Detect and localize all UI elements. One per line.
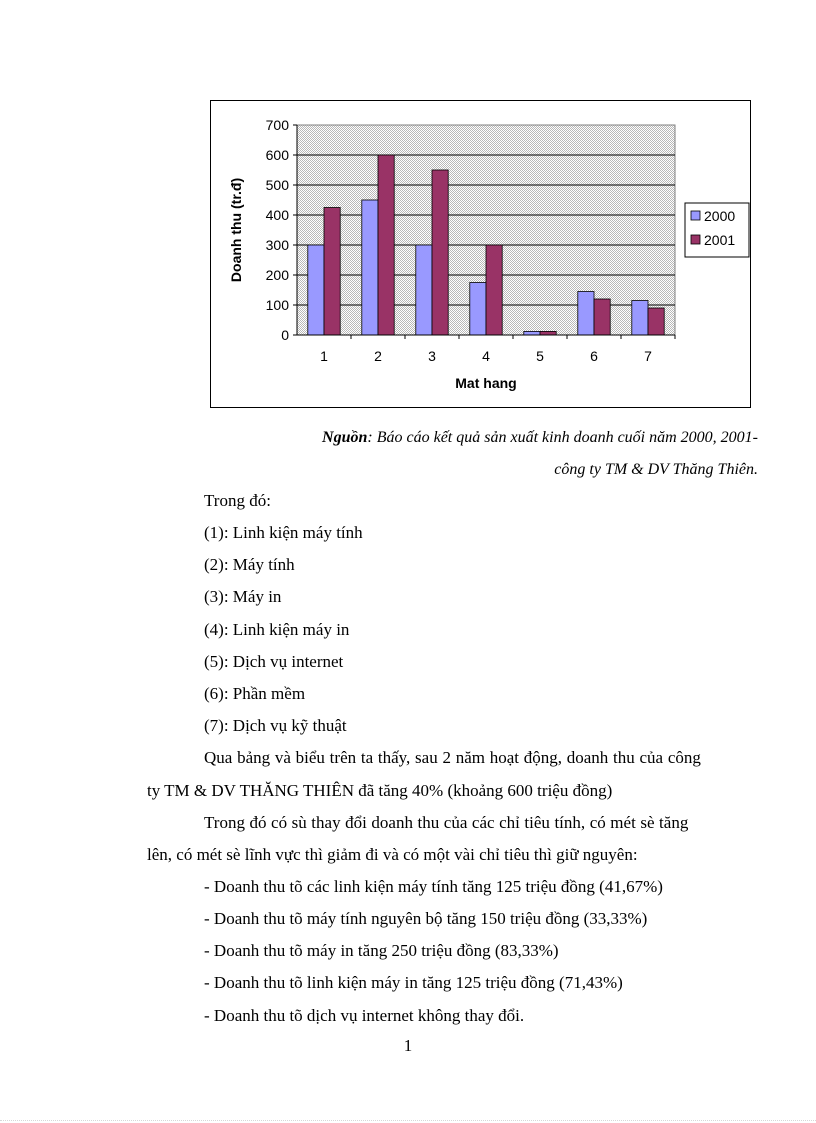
chart-svg [211, 101, 750, 407]
x-tick-label: 2 [374, 348, 382, 364]
bar-2001-5 [540, 331, 556, 335]
bar-2001-3 [432, 170, 448, 335]
list-item: (7): Dịch vụ kỹ thuật [204, 716, 347, 735]
list-item: (2): Máy tính [204, 555, 295, 574]
paragraph-1-line-2: ty TM & DV THĂNG THIÊN đã tăng 40% (khoảng 600 triệu đồng) [147, 781, 613, 800]
bar-2000-7 [632, 301, 648, 336]
bar-2001-4 [486, 245, 502, 335]
source-label: Nguồn [322, 429, 368, 446]
x-tick-label: 4 [482, 348, 490, 364]
y-tick-label: 300 [265, 237, 289, 253]
source-line-2: công ty TM & DV Thăng Thiên. [554, 461, 758, 478]
bar-2001-6 [594, 299, 610, 335]
list-item: (5): Dịch vụ internet [204, 652, 344, 671]
list-item: (3): Máy in [204, 587, 282, 606]
bar-2001-7 [648, 308, 664, 335]
legend-label-2000: 2000 [704, 208, 736, 224]
y-tick-label: 0 [281, 327, 289, 343]
paragraph-2-line-1: Trong đó có sù thay đổi doanh thu của các chỉ tiêu tính, có mét sè tăng [204, 813, 689, 832]
source-line-1 [322, 428, 758, 448]
y-tick-label: 700 [265, 117, 289, 133]
bar-2000-5 [524, 331, 540, 335]
bar-2001-1 [324, 208, 340, 336]
y-tick-label: 500 [265, 177, 289, 193]
y-axis-label: Doanh thu (tr.đ) [228, 177, 244, 283]
bar-2000-2 [362, 200, 378, 335]
x-axis-label: Mat hang [455, 375, 517, 391]
y-tick-label: 600 [265, 147, 289, 163]
legend-swatch-2001 [691, 235, 700, 244]
list-item: (4): Linh kiện máy in [204, 620, 350, 639]
list-intro: Trong đó: [204, 491, 271, 510]
list-item: (6): Phần mềm [204, 684, 306, 703]
x-tick-label: 3 [428, 348, 436, 364]
bullet-item: - Doanh thu tõ máy in tăng 250 triệu đồng (83,33%) [204, 941, 559, 960]
x-tick-label: 1 [320, 348, 328, 364]
x-tick-label: 5 [536, 348, 544, 364]
bullet-item: - Doanh thu tõ dịch vụ internet không thay đổi. [204, 1006, 525, 1025]
paragraph-1-line-1: Qua bảng và biểu trên ta thấy, sau 2 năm hoạt động, doanh thu của công [204, 748, 701, 767]
legend-label-2001: 2001 [704, 232, 736, 248]
source-text-1: : Báo cáo kết quả sản xuất kinh doanh cuối năm 2000, 2001- [367, 429, 758, 446]
y-tick-label: 100 [265, 297, 289, 313]
bar-2001-2 [378, 155, 394, 335]
page-bottom-rule [0, 1120, 816, 1121]
y-tick-label: 400 [265, 207, 289, 223]
legend-swatch-2000 [691, 211, 700, 220]
y-tick-label: 200 [265, 267, 289, 283]
chart-legend [685, 203, 749, 257]
revenue-chart [210, 100, 751, 408]
bar-2000-1 [308, 245, 324, 335]
bar-2000-6 [578, 292, 594, 336]
x-tick-label: 6 [590, 348, 598, 364]
bullet-item: - Doanh thu tõ các linh kiện máy tính tăng 125 triệu đồng (41,67%) [204, 877, 663, 896]
paragraph-2-line-2: lên, có mét sè lĩnh vực thì giảm đi và có một vài chỉ tiêu thì giữ nguyên: [147, 845, 638, 864]
bar-2000-3 [416, 245, 432, 335]
list-item: (1): Linh kiện máy tính [204, 523, 363, 542]
bar-2000-4 [470, 283, 486, 336]
bullet-item: - Doanh thu tõ máy tính nguyên bộ tăng 150 triệu đồng (33,33%) [204, 909, 648, 928]
x-tick-label: 7 [644, 348, 652, 364]
bullet-item: - Doanh thu tõ linh kiện máy in tăng 125 triệu đồng (71,43%) [204, 973, 623, 992]
page-number: 1 [403, 1036, 413, 1055]
